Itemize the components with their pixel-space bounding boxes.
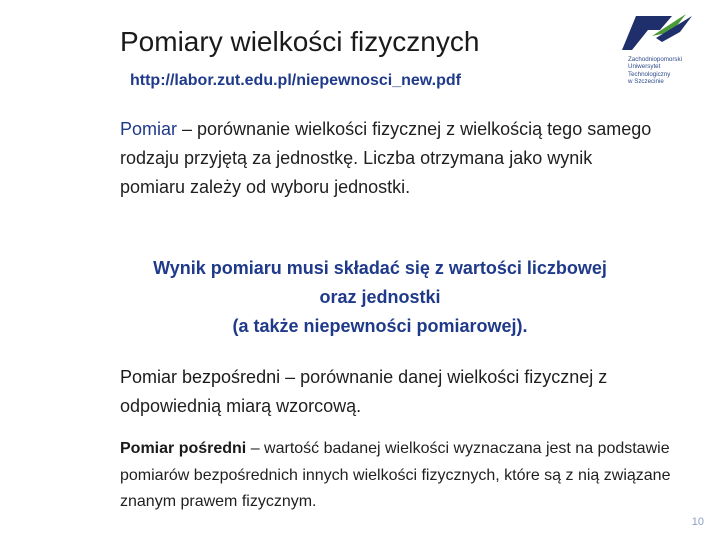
source-url: http://labor.zut.edu.pl/niepewnosci_new.pdf xyxy=(130,72,461,89)
definition-text: – porównanie wielkości fizycznej z wielkością tego samego rodzaju przyjętą za jednostkę. Liczba otrzymana jako wynik pomiaru zależy od wyboru jednostki. xyxy=(120,119,652,197)
highlight-line: oraz jednostki xyxy=(319,287,441,307)
direct-measurement-term: Pomiar bezpośredni xyxy=(120,367,281,387)
direct-measurement-paragraph xyxy=(120,363,660,421)
definition-paragraph xyxy=(120,115,660,202)
logo-line: Technologiczny xyxy=(628,70,671,78)
highlight-block xyxy=(100,254,660,341)
logo-line: w Szczecinie xyxy=(628,78,664,86)
logo-caption xyxy=(628,56,700,86)
indirect-measurement-text: – wartość badanej wielkości wyznaczana jest na podstawie pomiarów bezpośrednich innych wielkości fizycznych, które są z nią związane znanym prawem fizycznym. xyxy=(120,440,671,510)
page-number: 10 xyxy=(691,516,704,528)
logo-line: Zachodniopomorski xyxy=(628,56,682,63)
highlight-line: (a także niepewności pomiarowej). xyxy=(232,316,528,336)
logo-line: Uniwersytet xyxy=(628,63,661,71)
definition-term: Pomiar xyxy=(120,119,178,139)
indirect-measurement-paragraph xyxy=(120,436,690,516)
indirect-measurement-term: Pomiar pośredni xyxy=(120,440,247,457)
highlight-line: Wynik pomiaru musi składać się z wartości liczbowej xyxy=(153,258,607,278)
slide-title: Pomiary wielkości fizycznych xyxy=(120,26,480,57)
direct-measurement-text: – porównanie danej wielkości fizycznej z odpowiednią miarą wzorcową. xyxy=(120,367,608,416)
